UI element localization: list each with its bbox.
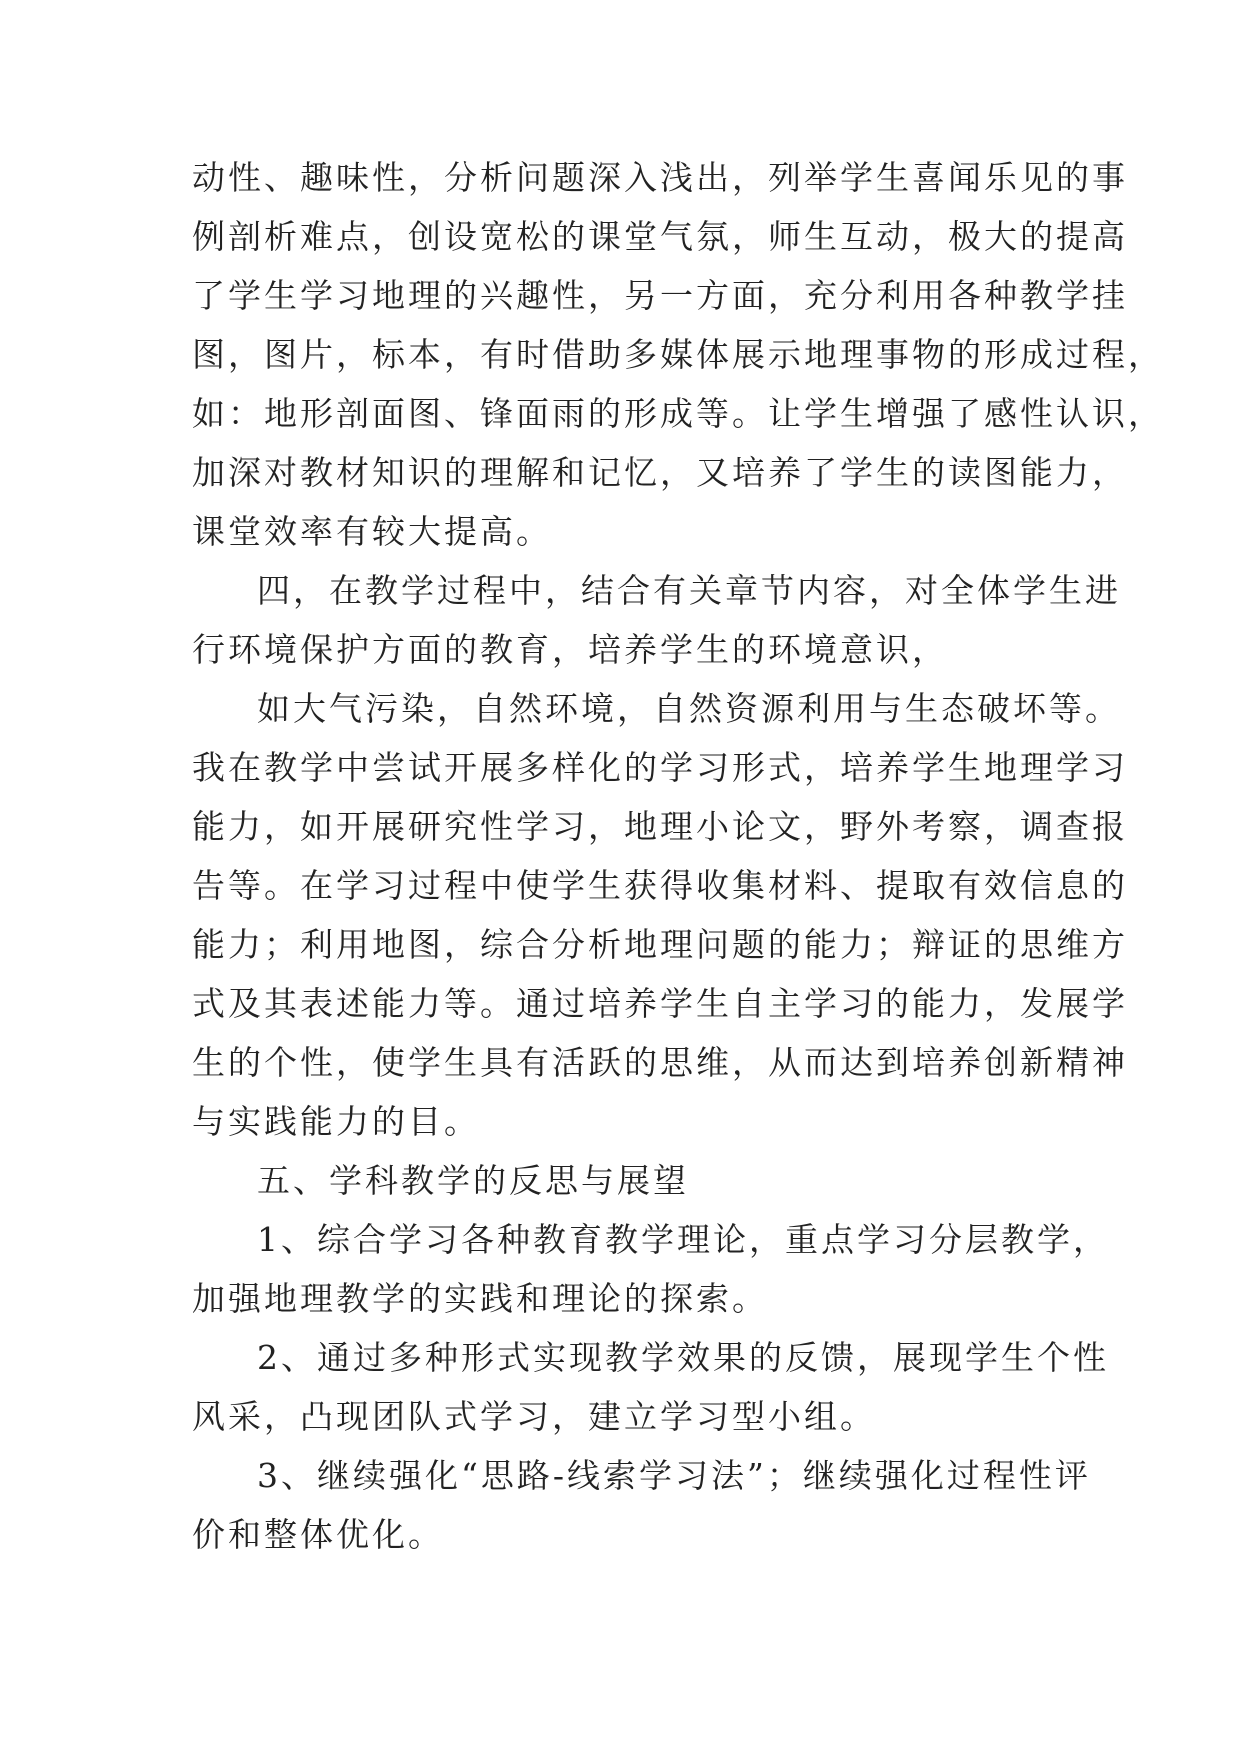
text-line: 能力；利用地图，综合分析地理问题的能力；辩证的思维方 xyxy=(192,925,1128,964)
text-line: 式及其表述能力等。通过培养学生自主学习的能力，发展学 xyxy=(192,984,1128,1023)
text-line: 与实践能力的目。 xyxy=(192,1102,480,1141)
paragraph-start-line: 如大气污染，自然环境，自然资源利用与生态破坏等。 xyxy=(257,689,1121,728)
text-line: 我在教学中尝试开展多样化的学习形式，培养学生地理学习 xyxy=(192,748,1128,787)
text-line: 图，图片，标本，有时借助多媒体展示地理事物的形成过程， xyxy=(192,335,1164,374)
text-line: 例剖析难点，创设宽松的课堂气氛，师生互动，极大的提高 xyxy=(192,217,1128,256)
text-line: 能力，如开展研究性学习，地理小论文，野外考察，调查报 xyxy=(192,807,1128,846)
text-line: 告等。在学习过程中使学生获得收集材料、提取有效信息的 xyxy=(192,866,1128,905)
text-line: 加深对教材知识的理解和记忆，又培养了学生的读图能力， xyxy=(192,453,1128,492)
text-line: 课堂效率有较大提高。 xyxy=(192,512,552,551)
paragraph-start-line: 四，在教学过程中，结合有关章节内容，对全体学生进 xyxy=(257,571,1121,610)
text-line: 加强地理教学的实践和理论的探索。 xyxy=(192,1279,768,1318)
text-line: 风采，凸现团队式学习，建立学习型小组。 xyxy=(192,1397,876,1436)
text-line: 如：地形剖面图、锋面雨的形成等。让学生增强了感性认识， xyxy=(192,394,1164,433)
list-item-start-line: 3、继续强化“思路-线索学习法”；继续强化过程性评 xyxy=(257,1456,1091,1495)
text-line: 价和整体优化。 xyxy=(192,1515,444,1554)
text-line: 动性、趣味性，分析问题深入浅出，列举学生喜闻乐见的事 xyxy=(192,158,1128,197)
list-item-start-line: 1、综合学习各种教育教学理论，重点学习分层教学， xyxy=(257,1220,1109,1259)
section-heading: 五、学科教学的反思与展望 xyxy=(257,1161,689,1200)
text-line: 行环境保护方面的教育，培养学生的环境意识， xyxy=(192,630,948,669)
text-line: 了学生学习地理的兴趣性，另一方面，充分利用各种教学挂 xyxy=(192,276,1128,315)
list-item-start-line: 2、通过多种形式实现教学效果的反馈，展现学生个性 xyxy=(257,1338,1109,1377)
text-line: 生的个性，使学生具有活跃的思维，从而达到培养创新精神 xyxy=(192,1043,1128,1082)
